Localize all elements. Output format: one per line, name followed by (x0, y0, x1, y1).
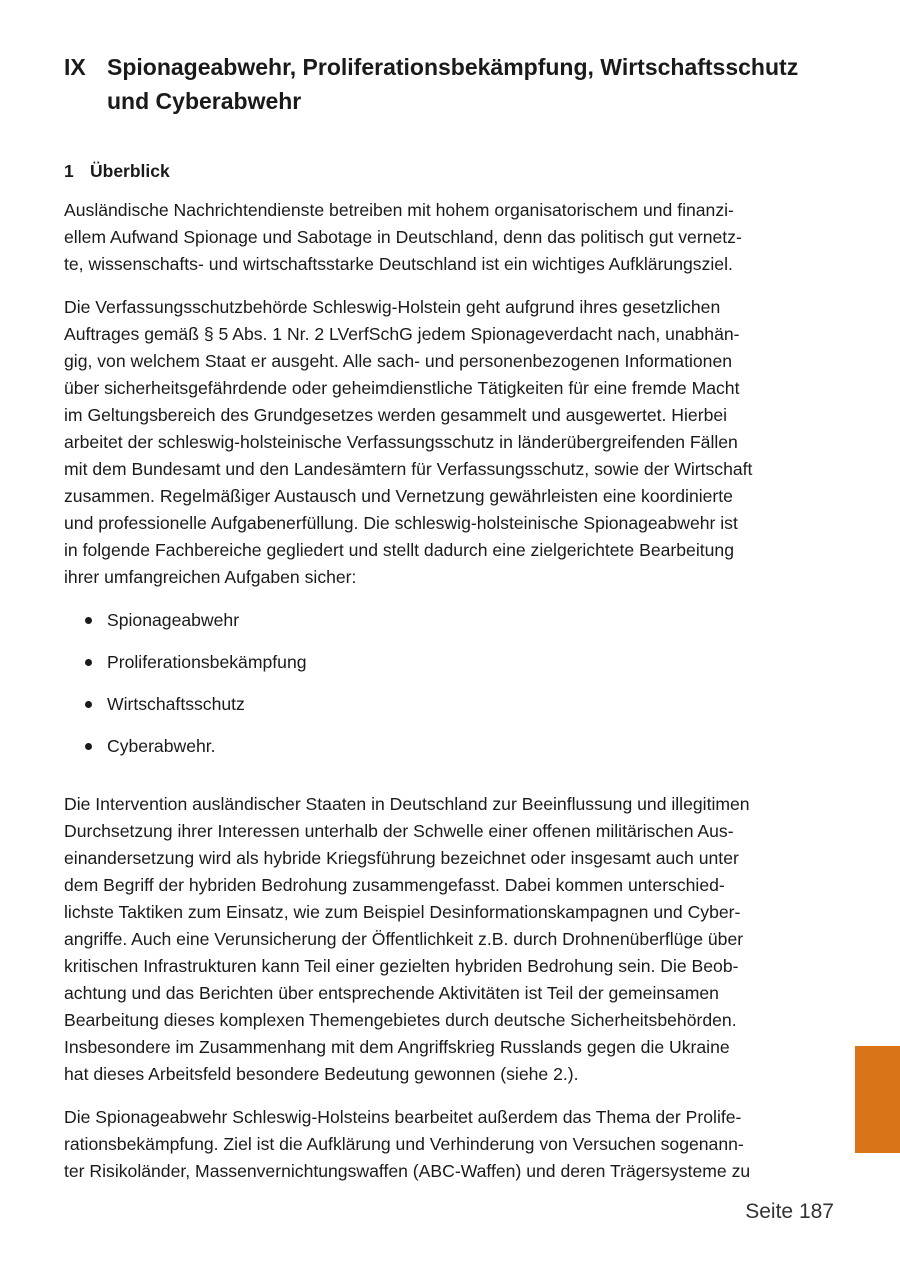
paragraph: Die Spionageabwehr Schleswig-Holsteins bearbeitet außerdem das Thema der Prolife- rationsbekämpfung. Ziel ist die Aufklärung und Verhinderung von Versuchen sogenann- ter Risikoländer, Massenvernichtungswaffen (ABC-Waffen) und deren Trägersysteme zu (64, 1107, 751, 1181)
chapter-heading (64, 50, 804, 118)
list-item: Wirtschaftsschutz (64, 691, 804, 733)
chapter-number: IX (64, 54, 86, 80)
chapter-title-line2: und Cyberabwehr (107, 88, 302, 114)
bullet-icon (64, 733, 107, 775)
list-item: Cyberabwehr. (64, 733, 804, 775)
paragraph: Die Intervention ausländischer Staaten in Deutschland zur Beeinflussung und illegitimen Durchsetzung ihrer Interessen unterhalb der Schwelle einer offenen militärischen Aus- einandersetzung wird als hybride Kriegsführung bezeichnet oder insgesamt auch unter dem Begriff der hybriden Bedrohung zusammengefasst. Dabei kommen unterschied- lichste Taktiken zum Einsatz, wie zum Beispiel Desinformationskampagnen und Cyber- angriffe. Auch eine Verunsicherung der Öffentlichkeit z.B. durch Drohnenüberflüge über kritischen Infrastrukturen kann Teil einer gezielten hybriden Bedrohung sein. Die Beob- achtung und das Berichten über entsprechende Aktivitäten ist Teil der gemeinsamen Bearbeitung dieses komplexen Themengebietes durch deutsche Sicherheitsbehörden. Insbesondere im Zusammenhang mit dem Angriffskrieg Russlands gegen die Ukraine hat dieses Arbeitsfeld besondere Bedeutung gewonnen (siehe 2.). (64, 794, 750, 1084)
section-heading (64, 157, 170, 185)
bullet-list (64, 607, 804, 775)
chapter-title (107, 50, 804, 118)
paragraph: Die Verfassungsschutzbehörde Schleswig-Holstein geht aufgrund ihres gesetzlichen Auftrages gemäß § 5 Abs. 1 Nr. 2 LVerfSchG jedem Spionageverdacht nach, unabhän- gig, von welchem Staat er ausgeht. Alle sach- und personenbezogenen Informationen über sicherheitsgefährdende oder geheimdienstliche Tätigkeiten für eine fremde Macht im Geltungsbereich des Grundgesetzes werden gesammelt und ausgewertet. Hierbei arbeitet der schleswig-holsteinische Verfassungsschutz in länderübergreifenden Fällen mit dem Bundesamt und den Landesämtern für Verfassungsschutz, sowie der Wirtschaft zusammen. Regelmäßiger Austausch und Vernetzung gewährleisten eine koordinierte und professionelle Aufgabenerfüllung. Die schleswig-holsteinische Spionageabwehr ist in folgende Fachbereiche gegliedert und stellt dadurch eine zielgerichtete Bearbeitung ihrer umfangreichen Aufgaben sicher: (64, 297, 753, 587)
chapter-tab-marker (855, 1046, 900, 1153)
section-title: Überblick (90, 161, 170, 181)
page-number: Seite 187 (745, 1200, 834, 1223)
chapter-title-line1: Spionageabwehr, Proliferationsbekämpfung, Wirtschaftsschutz (107, 54, 799, 80)
list-item: Proliferationsbekämpfung (64, 649, 804, 691)
list-item: Spionageabwehr (64, 607, 804, 649)
paragraph: Ausländische Nachrichtendienste betreiben mit hohem organisatorischem und finanzi- ellem Aufwand Spionage und Sabotage in Deutschland, denn das politisch gut vernetz- te, wissenschafts- und wirtschaftsstarke Deutschland ist ein wichtiges Aufklärungsziel. (64, 200, 742, 274)
body-text (64, 197, 804, 1201)
bullet-icon (64, 607, 107, 649)
bullet-icon (64, 649, 107, 691)
section-number: 1 (64, 161, 74, 181)
bullet-icon (64, 691, 107, 733)
